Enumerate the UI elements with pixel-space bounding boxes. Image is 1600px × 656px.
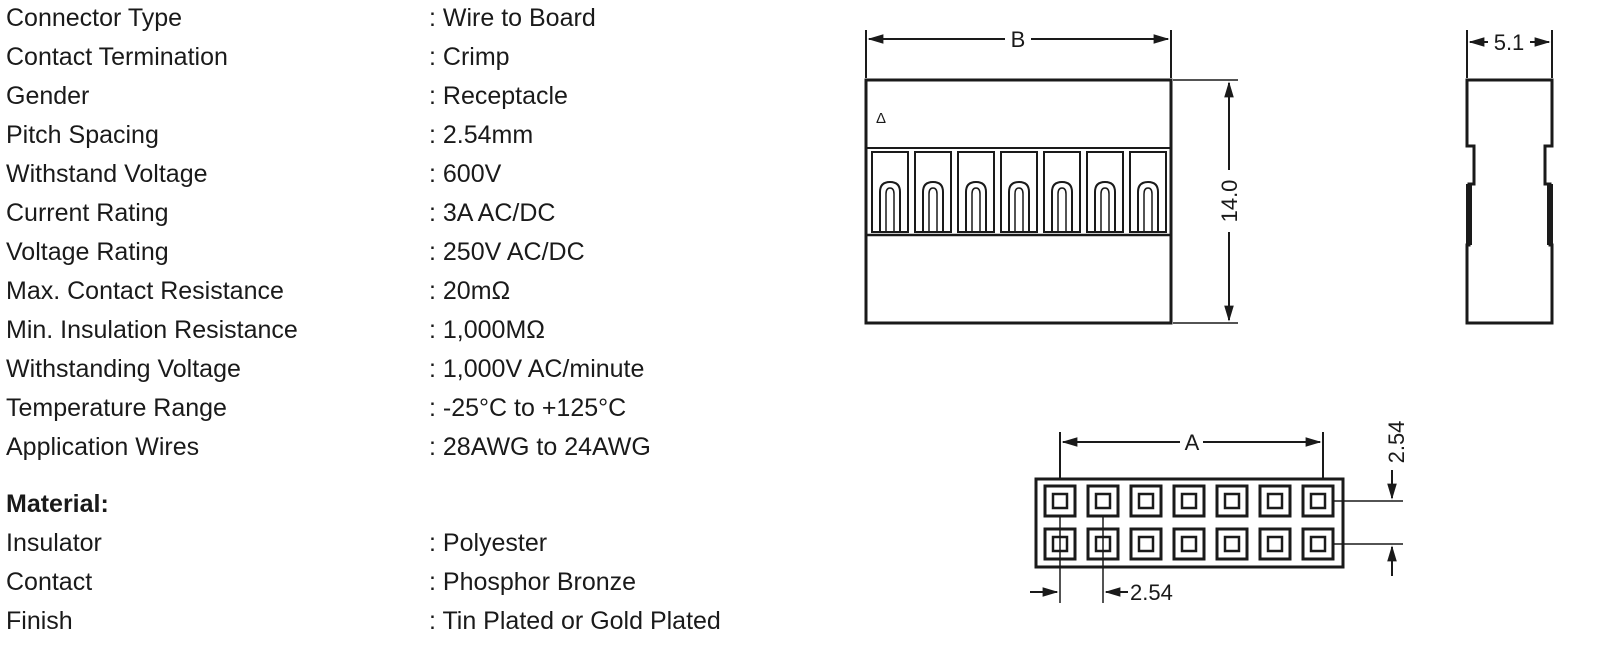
spec-label: Min. Insulation Resistance <box>6 316 298 344</box>
material-label: Contact <box>6 568 93 596</box>
spec-value: : 3A AC/DC <box>429 199 556 227</box>
spec-label: Withstanding Voltage <box>6 355 241 383</box>
spec-value: : 250V AC/DC <box>429 238 585 266</box>
spec-label: Voltage Rating <box>6 238 169 266</box>
spec-label: Gender <box>6 82 90 110</box>
spec-label: Connector Type <box>6 4 183 32</box>
material-value: : Polyester <box>429 529 548 557</box>
spec-label: Withstand Voltage <box>6 160 208 188</box>
spec-value: : 28AWG to 24AWG <box>429 433 651 461</box>
spec-value: : 1,000MΩ <box>429 316 545 344</box>
material-label: Finish <box>6 607 73 635</box>
spec-value: : Wire to Board <box>429 4 596 32</box>
spec-label: Application Wires <box>6 433 200 461</box>
spec-value: : 600V <box>429 160 502 188</box>
spec-label: Contact Termination <box>6 43 228 71</box>
spec-value: : 2.54mm <box>429 121 534 149</box>
bottom-view <box>1030 421 1409 605</box>
side-view <box>1467 30 1552 323</box>
spec-label: Max. Contact Resistance <box>6 277 284 305</box>
spec-value: : 20mΩ <box>429 277 511 305</box>
material-label: Insulator <box>6 529 102 557</box>
spec-label: Pitch Spacing <box>6 121 159 149</box>
material-heading: Material: <box>6 490 109 518</box>
pin1-marker: Δ <box>876 110 887 127</box>
dim-b-label: B <box>1010 27 1026 52</box>
material-value: : Phosphor Bronze <box>429 568 637 596</box>
dim-pitch-horizontal-label: 2.54 <box>1130 580 1173 605</box>
pin-grid <box>1045 486 1333 559</box>
spec-value: : 1,000V AC/minute <box>429 355 645 383</box>
contact-slots <box>872 152 1166 232</box>
material-value: : Tin Plated or Gold Plated <box>429 607 721 635</box>
spec-value: : Crimp <box>429 43 510 71</box>
dim-a-label: A <box>1184 430 1200 455</box>
spec-value: : Receptacle <box>429 82 568 110</box>
dim-depth-label: 5.1 <box>1493 30 1525 55</box>
front-view <box>866 27 1242 323</box>
dim-height-label: 14.0 <box>1217 179 1242 223</box>
spec-label: Temperature Range <box>6 394 227 422</box>
spec-label: Current Rating <box>6 199 169 227</box>
spec-value: : -25°C to +125°C <box>429 394 627 422</box>
dim-pitch-vertical-label: 2.54 <box>1384 420 1409 464</box>
